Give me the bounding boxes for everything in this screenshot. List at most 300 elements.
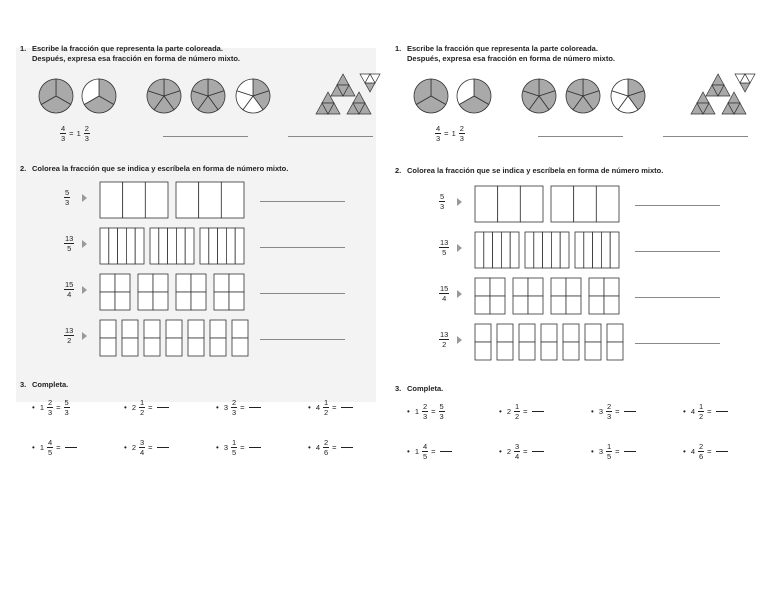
- fraction-unit: [138, 274, 168, 310]
- numerator: 1: [698, 402, 704, 411]
- equals-sign: =: [148, 403, 153, 412]
- fraction: [231, 398, 237, 417]
- fraction-cell[interactable]: [563, 342, 579, 360]
- triangle-part: [728, 92, 740, 103]
- fraction-cell[interactable]: [145, 182, 168, 218]
- exercise-1-figures: [395, 74, 755, 118]
- equals-sign: =: [444, 129, 449, 138]
- numerator: 3: [514, 442, 520, 451]
- fraction-cell[interactable]: [229, 274, 244, 292]
- fraction-cell[interactable]: [138, 292, 153, 310]
- numerator: 2: [698, 442, 704, 451]
- whole-number: 1: [414, 407, 419, 416]
- denominator: 5: [231, 448, 237, 457]
- fraction-unit: [607, 324, 623, 360]
- equals-sign: =: [431, 447, 436, 456]
- denominator: 6: [698, 452, 704, 461]
- denominator: 3: [606, 412, 612, 421]
- fraction-cell[interactable]: [475, 296, 490, 314]
- fraction-cell[interactable]: [144, 338, 160, 356]
- answer-line[interactable]: [635, 297, 720, 298]
- circle-fifths-full: [522, 79, 556, 113]
- numerator: 2: [323, 438, 329, 447]
- blank-answer[interactable]: [157, 447, 169, 448]
- denominator: 5: [442, 248, 447, 257]
- whole-number: 1: [39, 443, 44, 452]
- blank-answer[interactable]: [716, 451, 728, 452]
- fraction: [139, 438, 145, 457]
- denominator: 4: [514, 452, 520, 461]
- denominator: 2: [67, 336, 72, 345]
- fraction: [698, 442, 704, 461]
- equals-sign: =: [523, 447, 528, 456]
- whole-number: 4: [690, 447, 695, 456]
- fraction-unit: [100, 274, 130, 310]
- fraction-cell[interactable]: [191, 274, 206, 292]
- denominator: 5: [606, 452, 612, 461]
- fraction-cell[interactable]: [551, 232, 560, 268]
- fraction-cell[interactable]: [475, 342, 491, 360]
- fraction-cell[interactable]: [475, 186, 498, 222]
- equals-sign: =: [615, 407, 620, 416]
- numerator: 1: [231, 438, 237, 447]
- answer-line[interactable]: [635, 343, 720, 344]
- fraction: [323, 438, 329, 457]
- fraction-unit: [575, 232, 619, 268]
- fraction-cell[interactable]: [123, 182, 146, 218]
- fraction-cell[interactable]: [543, 232, 552, 268]
- fraction-unit: [122, 320, 138, 356]
- fraction-cell[interactable]: [100, 292, 115, 310]
- fraction: [514, 442, 520, 461]
- whole-number: 2: [506, 407, 511, 416]
- fraction-cell[interactable]: [214, 292, 229, 310]
- equals-sign: =: [615, 447, 620, 456]
- equals-sign: =: [523, 407, 528, 416]
- blank-answer[interactable]: [624, 451, 636, 452]
- blank-answer[interactable]: [249, 407, 261, 408]
- fraction-unit: [475, 324, 491, 360]
- fraction-cell[interactable]: [551, 296, 566, 314]
- exercise-1-instruction-2: Después, expresa esa fracción en forma de número mixto.: [407, 54, 615, 63]
- fraction-grid-row: [395, 324, 635, 364]
- fraction-cell[interactable]: [159, 228, 168, 264]
- fraction-unit: [100, 228, 144, 264]
- denominator: 6: [323, 448, 329, 457]
- denominator: 2: [442, 340, 447, 349]
- fraction-cell[interactable]: [525, 232, 534, 268]
- fraction-cell[interactable]: [144, 320, 160, 338]
- fraction-cell[interactable]: [185, 228, 194, 264]
- fraction-cell[interactable]: [589, 296, 604, 314]
- fraction-unit: [513, 278, 543, 314]
- denominator: 2: [698, 412, 704, 421]
- fraction-cell[interactable]: [584, 232, 593, 268]
- fraction-cell[interactable]: [100, 182, 123, 218]
- fraction-cell[interactable]: [475, 278, 490, 296]
- triangle-part: [353, 92, 365, 103]
- fraction-cell[interactable]: [589, 278, 604, 296]
- completion-item: [407, 442, 452, 461]
- fraction-cell[interactable]: [218, 228, 227, 264]
- numerator: 15: [65, 280, 74, 289]
- completion-item: [683, 442, 728, 461]
- fraction-cell[interactable]: [100, 320, 116, 338]
- fraction-cell[interactable]: [593, 232, 602, 268]
- fraction: [47, 438, 53, 457]
- fraction: [47, 398, 53, 417]
- fraction-cell[interactable]: [188, 320, 204, 338]
- answer-line[interactable]: [260, 247, 345, 248]
- fraction-cell[interactable]: [221, 182, 244, 218]
- fraction-cell[interactable]: [566, 296, 581, 314]
- fraction-cell[interactable]: [176, 228, 185, 264]
- fraction-cell[interactable]: [513, 278, 528, 296]
- answer-line[interactable]: [260, 339, 345, 340]
- fraction-cell[interactable]: [610, 232, 619, 268]
- blank-answer[interactable]: [65, 447, 77, 448]
- fraction-cell[interactable]: [566, 278, 581, 296]
- circle-thirds-partial: [457, 79, 491, 113]
- blank-answer[interactable]: [532, 411, 544, 412]
- denominator: 3: [47, 408, 53, 417]
- fraction-cell[interactable]: [168, 228, 177, 264]
- fraction-cell[interactable]: [118, 228, 127, 264]
- fraction-cell[interactable]: [575, 232, 584, 268]
- denominator: 4: [67, 290, 72, 299]
- denominator: 2: [323, 408, 329, 417]
- fraction-cell[interactable]: [176, 182, 199, 218]
- fraction-cell[interactable]: [166, 338, 182, 356]
- fraction-cell[interactable]: [475, 232, 484, 268]
- denominator: 3: [231, 408, 237, 417]
- fraction-cell[interactable]: [585, 324, 601, 342]
- fraction-cell[interactable]: [191, 292, 206, 310]
- bullet: •: [407, 447, 410, 456]
- fraction-cell[interactable]: [214, 274, 229, 292]
- completion-item: [591, 442, 636, 461]
- equals-sign: =: [56, 403, 61, 412]
- numerator: 1: [323, 398, 329, 407]
- fraction-cell[interactable]: [153, 274, 168, 292]
- completion-item: [308, 438, 353, 457]
- fraction-cell[interactable]: [585, 342, 601, 360]
- circle-fifths-full: [566, 79, 600, 113]
- denominator: 3: [440, 202, 445, 211]
- blank-answer[interactable]: [716, 411, 728, 412]
- fraction-cell[interactable]: [490, 296, 505, 314]
- fraction-cell[interactable]: [188, 338, 204, 356]
- fraction-cell[interactable]: [563, 324, 579, 342]
- fraction-cell[interactable]: [510, 232, 519, 268]
- fraction-cell[interactable]: [100, 338, 116, 356]
- fraction-cell[interactable]: [574, 186, 597, 222]
- whole-number: 4: [690, 407, 695, 416]
- fraction-cell[interactable]: [497, 342, 513, 360]
- blank-answer[interactable]: [624, 411, 636, 412]
- fraction-grid-row: [20, 228, 260, 268]
- fraction-cell[interactable]: [520, 186, 543, 222]
- answer-line[interactable]: [538, 136, 623, 137]
- fraction-cell[interactable]: [490, 278, 505, 296]
- whole-number: 4: [315, 443, 320, 452]
- answer-line[interactable]: [663, 136, 748, 137]
- numerator: 2: [231, 398, 237, 407]
- numerator: 13: [440, 330, 449, 339]
- fraction-unit: [551, 186, 619, 222]
- denominator: 5: [422, 452, 428, 461]
- fraction-cell[interactable]: [551, 186, 574, 222]
- fraction-cell[interactable]: [501, 232, 510, 268]
- fraction-cell[interactable]: [541, 324, 557, 342]
- fraction-cell[interactable]: [493, 232, 502, 268]
- exercise-1-title: [20, 44, 240, 64]
- numerator: 2: [47, 398, 53, 407]
- blank-answer[interactable]: [341, 407, 353, 408]
- fraction-grid-row: [20, 274, 260, 314]
- worksheet-page-right: [395, 38, 755, 478]
- fraction-cell[interactable]: [126, 228, 135, 264]
- fraction-cell[interactable]: [115, 274, 130, 292]
- numerator: 4: [422, 442, 428, 451]
- whole-number: 2: [131, 443, 136, 452]
- fraction-cell[interactable]: [232, 320, 248, 338]
- exercise-3-title: [395, 384, 443, 394]
- numerator: 5: [65, 188, 70, 197]
- fraction-cell[interactable]: [475, 324, 491, 342]
- fraction-cell[interactable]: [596, 186, 619, 222]
- fraction-cell[interactable]: [607, 342, 623, 360]
- fraction-unit: [176, 274, 206, 310]
- exercise-1-figures: [20, 74, 380, 118]
- exercise-3-title: [20, 380, 68, 390]
- denominator: 5: [67, 244, 72, 253]
- exercise-2-instruction: Colorea la fracción que se indica y escríbela en forma de número mixto.: [407, 166, 664, 175]
- fraction-cell[interactable]: [109, 228, 118, 264]
- exercise-3-number: 3.: [395, 384, 402, 393]
- fraction: [323, 398, 329, 417]
- answer-line[interactable]: [635, 205, 720, 206]
- answer-line[interactable]: [635, 251, 720, 252]
- blank-answer[interactable]: [532, 451, 544, 452]
- fraction-cell[interactable]: [199, 182, 222, 218]
- equals-sign: =: [332, 443, 337, 452]
- fraction-cell[interactable]: [176, 274, 191, 292]
- fraction: [459, 124, 465, 143]
- fraction-cell[interactable]: [226, 228, 235, 264]
- fraction-cell[interactable]: [607, 324, 623, 342]
- denominator: 3: [422, 412, 428, 421]
- fraction-cell[interactable]: [519, 324, 535, 342]
- blank-answer[interactable]: [249, 447, 261, 448]
- worksheet-page-left: [20, 38, 380, 478]
- fraction-unit: [589, 278, 619, 314]
- bullet: •: [308, 443, 311, 452]
- fraction-cell[interactable]: [560, 232, 569, 268]
- bullet: •: [32, 403, 35, 412]
- triangle-part: [365, 83, 375, 92]
- denominator: 3: [84, 134, 89, 143]
- triangle-fourths-inverted: [735, 74, 755, 92]
- fraction-cell[interactable]: [513, 296, 528, 314]
- fraction: [422, 442, 428, 461]
- equals-sign: =: [707, 407, 712, 416]
- fraction-cell[interactable]: [138, 274, 153, 292]
- bullet: •: [407, 407, 410, 416]
- result-fraction: [64, 398, 70, 417]
- fraction-cell[interactable]: [122, 338, 138, 356]
- fraction-cell[interactable]: [604, 278, 619, 296]
- whole-number: 3: [223, 403, 228, 412]
- fraction-unit: [214, 274, 244, 310]
- triangle-part: [337, 74, 349, 85]
- answer-line[interactable]: [163, 136, 248, 137]
- equals-sign: =: [240, 443, 245, 452]
- fraction-grid-row: [395, 278, 635, 318]
- fraction: [698, 402, 704, 421]
- numerator: 5: [440, 192, 445, 201]
- completion-item: [216, 398, 261, 417]
- numerator: 4: [61, 124, 66, 133]
- blank-answer[interactable]: [341, 447, 353, 448]
- circle-thirds-full: [39, 79, 73, 113]
- fraction-cell[interactable]: [601, 232, 610, 268]
- exercise-3-instruction: Completa.: [407, 384, 444, 393]
- fraction-cell[interactable]: [200, 228, 209, 264]
- fraction-cell[interactable]: [122, 320, 138, 338]
- fraction-cell[interactable]: [153, 292, 168, 310]
- fraction-cell[interactable]: [528, 278, 543, 296]
- bullet: •: [308, 403, 311, 412]
- fraction-cell[interactable]: [498, 186, 521, 222]
- numerator: 13: [440, 238, 449, 247]
- fraction-unit: [100, 320, 116, 356]
- fraction-cell[interactable]: [604, 296, 619, 314]
- equals-sign: =: [431, 407, 436, 416]
- fraction-cell[interactable]: [232, 338, 248, 356]
- whole-number: 4: [315, 403, 320, 412]
- denominator: 3: [64, 408, 69, 417]
- answer-line[interactable]: [260, 201, 345, 202]
- exercise-1-title: [395, 44, 615, 64]
- completion-item: [124, 438, 169, 457]
- fraction-cell[interactable]: [176, 292, 191, 310]
- fraction-unit: [541, 324, 557, 360]
- exercise-1-instruction-1: Escribe la fracción que representa la parte coloreada.: [32, 44, 223, 53]
- fraction-cell[interactable]: [551, 278, 566, 296]
- numerator: 13: [65, 326, 74, 335]
- circle-thirds-partial: [82, 79, 116, 113]
- whole-number: 2: [131, 403, 136, 412]
- fraction-unit: [150, 228, 194, 264]
- fraction-unit: [188, 320, 204, 356]
- fraction-cell[interactable]: [235, 228, 244, 264]
- equals-sign: =: [69, 129, 74, 138]
- denominator: 3: [439, 412, 444, 421]
- fraction-unit: [551, 278, 581, 314]
- fraction-cell[interactable]: [497, 324, 513, 342]
- fraction-cell[interactable]: [166, 320, 182, 338]
- bullet: •: [499, 407, 502, 416]
- whole-number: 3: [223, 443, 228, 452]
- fraction-grid-row: [395, 232, 635, 272]
- fraction-unit: [166, 320, 182, 356]
- circle-fifths-full: [147, 79, 181, 113]
- answer-line[interactable]: [288, 136, 373, 137]
- exercise-2-title: [20, 164, 288, 174]
- fraction-cell[interactable]: [210, 320, 226, 338]
- bullet: •: [124, 403, 127, 412]
- fraction: [231, 438, 237, 457]
- fraction-cell[interactable]: [100, 274, 115, 292]
- fraction: [435, 124, 441, 143]
- blank-answer[interactable]: [440, 451, 452, 452]
- fraction-cell[interactable]: [541, 342, 557, 360]
- fraction: [606, 442, 612, 461]
- numerator: 3: [139, 438, 145, 447]
- numerator: 2: [84, 124, 89, 133]
- whole-number: 2: [506, 447, 511, 456]
- exercise-2-instruction: Colorea la fracción que se indica y escríbela en forma de número mixto.: [32, 164, 289, 173]
- circle-thirds-full: [414, 79, 448, 113]
- fraction-cell[interactable]: [209, 228, 218, 264]
- bullet: •: [683, 407, 686, 416]
- fraction: [606, 402, 612, 421]
- fraction-cell[interactable]: [534, 232, 543, 268]
- fraction-grid-row: [20, 320, 260, 360]
- fraction-unit: [585, 324, 601, 360]
- fraction-cell[interactable]: [135, 228, 144, 264]
- fraction-unit: [519, 324, 535, 360]
- completion-item: [683, 402, 728, 421]
- equals-sign: =: [332, 403, 337, 412]
- fraction-cell[interactable]: [150, 228, 159, 264]
- whole-number: 3: [598, 407, 603, 416]
- numerator: 2: [422, 402, 428, 411]
- fraction-cell[interactable]: [115, 292, 130, 310]
- denominator: 3: [65, 198, 70, 207]
- exercise-2-title: [395, 166, 663, 176]
- fraction-cell[interactable]: [229, 292, 244, 310]
- fraction-cell[interactable]: [210, 338, 226, 356]
- bullet: •: [216, 403, 219, 412]
- fraction-cell[interactable]: [100, 228, 109, 264]
- completion-item: [499, 442, 544, 461]
- fraction-cell[interactable]: [528, 296, 543, 314]
- fraction-unit: [176, 182, 244, 218]
- fraction-cell[interactable]: [484, 232, 493, 268]
- triangle-part: [712, 74, 724, 85]
- completion-item: [499, 402, 544, 421]
- numerator: 1: [606, 442, 612, 451]
- exercise-3-number: 3.: [20, 380, 27, 389]
- fraction-grid-row: [395, 186, 635, 226]
- numerator: 15: [440, 284, 449, 293]
- blank-answer[interactable]: [157, 407, 169, 408]
- fraction-cell[interactable]: [519, 342, 535, 360]
- fraction: [60, 124, 66, 143]
- fraction-unit: [563, 324, 579, 360]
- answer-line[interactable]: [260, 293, 345, 294]
- bullet: •: [32, 443, 35, 452]
- fraction-unit: [200, 228, 244, 264]
- fraction: [139, 398, 145, 417]
- numerator: 4: [436, 124, 441, 133]
- result-fraction: [439, 402, 445, 421]
- numerator: 2: [459, 124, 464, 133]
- completion-item: [124, 398, 169, 417]
- denominator: 3: [61, 134, 66, 143]
